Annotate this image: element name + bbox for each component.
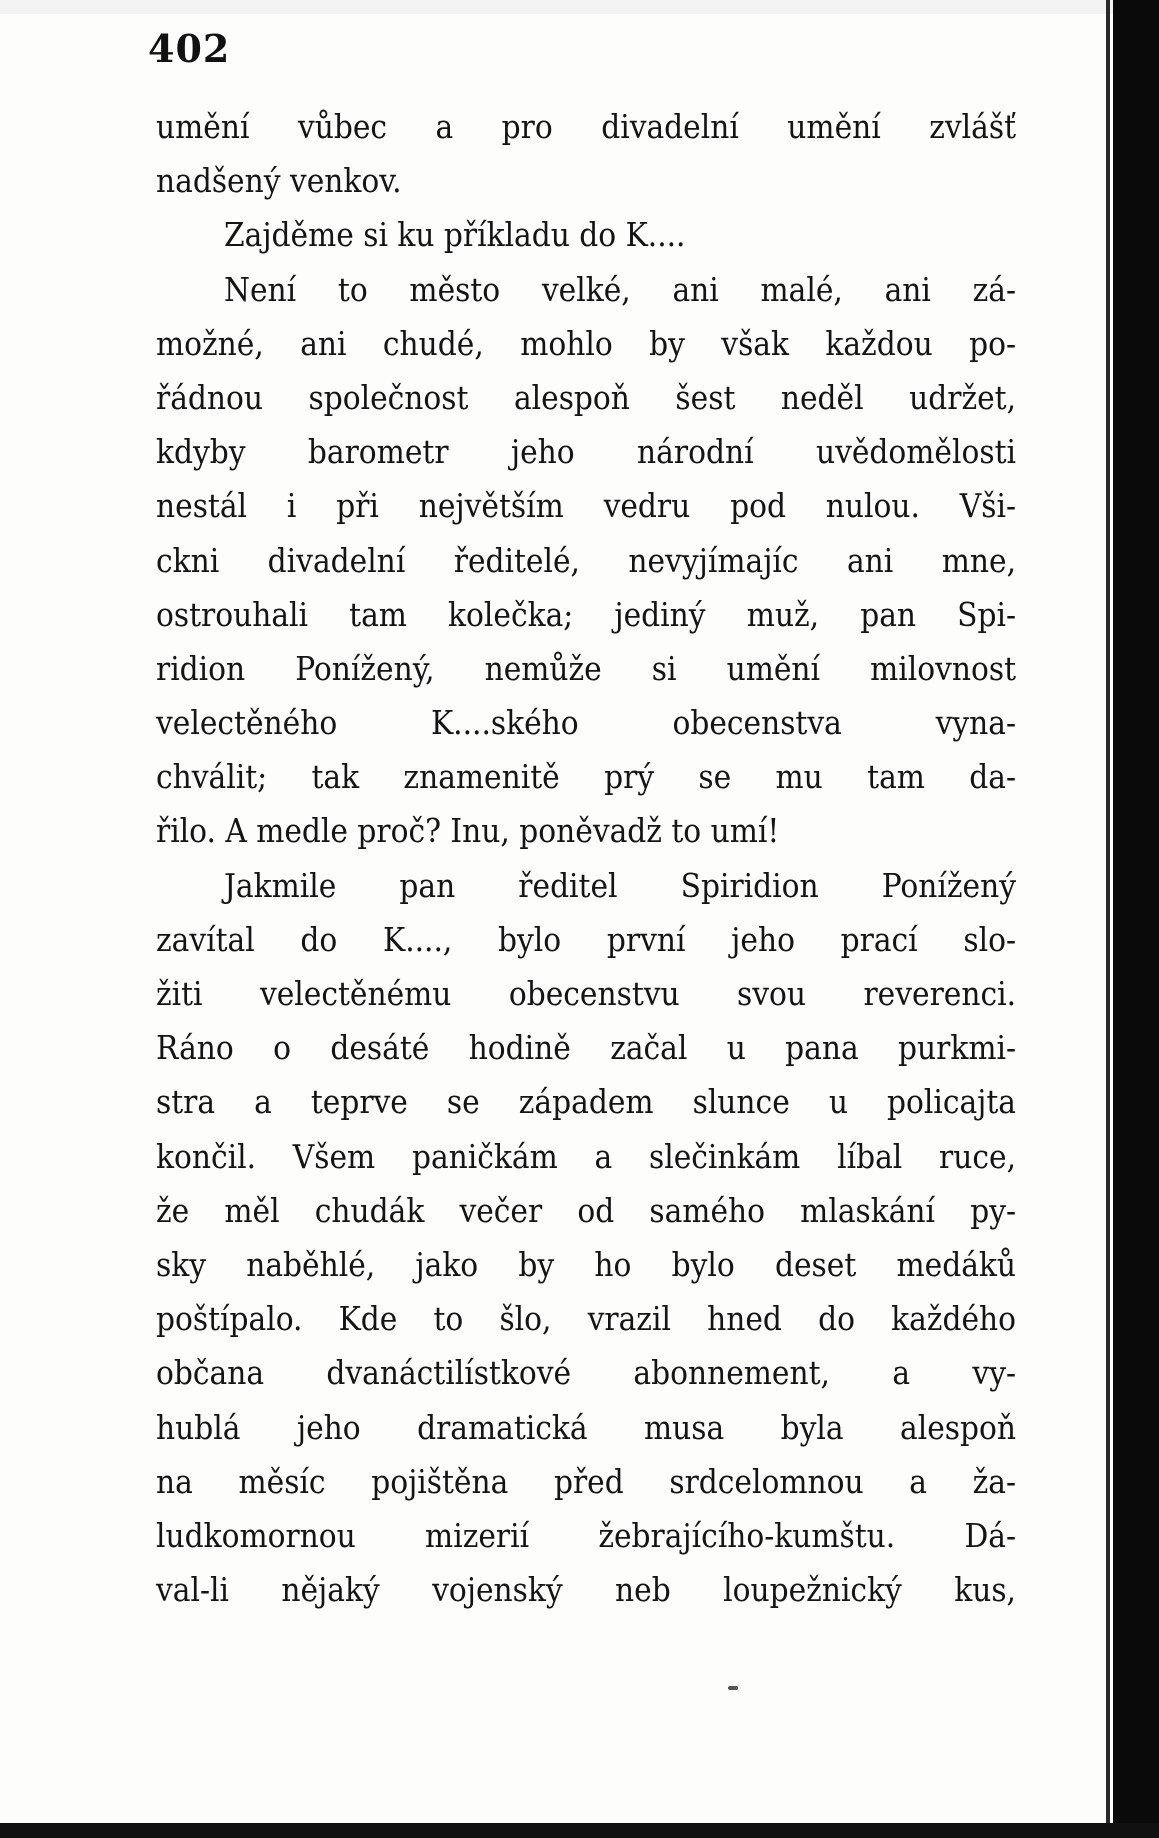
text-line: ridion Ponížený, nemůže si umění milovnost xyxy=(156,648,1016,688)
text-line: umění vůbec a pro divadelní umění zvlášť xyxy=(156,107,1016,146)
text-line: řilo. A medle proč? Inu, poněvadž to umí! xyxy=(156,811,780,851)
text-line: velectěného K....ského obecenstva vyna- xyxy=(156,703,1016,743)
text-line: nadšený venkov. xyxy=(156,161,402,201)
text-line: řádnou společnost alespoň šest neděl udržet, xyxy=(156,377,1016,417)
text-line: kdyby barometr jeho národní uvědomělosti xyxy=(156,432,1016,472)
text-line: občana dvanáctilístkové abonnement, a vy- xyxy=(156,1353,1016,1393)
bottom-edge xyxy=(0,1823,1159,1838)
text-line: končil. Všem paničkám a slečinkám líbal ruce, xyxy=(156,1136,1016,1176)
text-line: Ráno o desáté hodině začal u pana purkmi- xyxy=(156,1028,1016,1068)
text-line: že měl chudák večer od samého mlaskání py- xyxy=(156,1190,1016,1230)
text-line: stra a teprve se západem slunce u policajta xyxy=(156,1082,1016,1122)
page-edge-line xyxy=(1106,0,1110,1838)
text-line: hublá jeho dramatická musa byla alespoň xyxy=(156,1407,1016,1447)
top-margin-shadow xyxy=(0,0,1159,14)
text-line: sky naběhlé, jako by ho bylo deset medáků xyxy=(156,1244,1016,1284)
text-line: nestál i při největším vedru pod nulou. Vši- xyxy=(156,486,1016,526)
text-line: chválit; tak znamenitě prý se mu tam da- xyxy=(156,757,1016,797)
text-line: val-li nějaký vojenský neb loupežnický kus, xyxy=(156,1570,1016,1610)
text-line: ckni divadelní ředitelé, nevyjímajíc ani mne, xyxy=(156,540,1016,580)
text-line: Zajděme si ku příkladu do K.... xyxy=(224,215,686,255)
body-text xyxy=(156,100,1016,1617)
text-line: Jakmile pan ředitel Spiridion Ponížený xyxy=(224,865,1016,905)
text-line: ludkomornou mizerií žebrajícího-kumštu. Dá- xyxy=(156,1515,1016,1555)
text-line: zavítal do K...., bylo první jeho prací slo- xyxy=(156,919,1016,959)
page-number: 402 xyxy=(148,26,231,71)
text-line: ostrouhali tam kolečka; jediný muž, pan Spi- xyxy=(156,594,1016,634)
book-spine-edge xyxy=(1113,0,1159,1838)
text-line: poštípalo. Kde to šlo, vrazil hned do každého xyxy=(156,1299,1016,1339)
print-speck xyxy=(728,1686,738,1690)
text-line: žiti velectěnému obecenstvu svou reverenci. xyxy=(156,974,1016,1013)
text-line: na měsíc pojištěna před srdcelomnou a ža- xyxy=(156,1461,1016,1501)
text-line: Není to město velké, ani malé, ani zá- xyxy=(224,269,1016,309)
text-line: možné, ani chudé, mohlo by však každou po- xyxy=(156,323,1016,363)
